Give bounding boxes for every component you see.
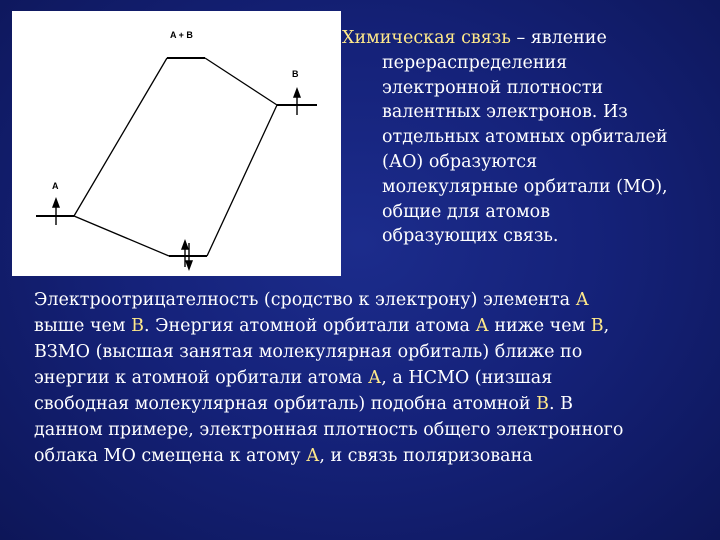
body-text-segment: ниже чем — [488, 316, 591, 336]
corr-upper-b — [205, 58, 277, 105]
body-line-7 — [34, 443, 718, 469]
corr-a-lower — [74, 216, 169, 256]
mo-diagram-panel — [12, 11, 341, 276]
label-ab: A + B — [170, 30, 193, 40]
electronegativity-explanation — [34, 287, 718, 469]
atom-b-highlight: В — [590, 316, 604, 336]
intro-line-4: валентных электронов. Из — [382, 102, 628, 123]
body-text-segment: Электроотрицателность (сродство к электрону) элемента — [34, 290, 576, 310]
corr-lower-b — [207, 105, 277, 256]
intro-line-6: (АО) образуются — [382, 151, 538, 172]
body-line-3: ВЗМО (высшая занятая молекулярная орбиталь) ближе по — [34, 342, 583, 362]
intro-line-1 — [342, 26, 717, 51]
intro-line-3: электронной плотности — [382, 77, 604, 98]
body-text-segment: , — [603, 316, 610, 336]
body-text-segment: свободная молекулярная орбиталь) подобна атомной — [34, 394, 537, 414]
atom-b-highlight: В — [536, 394, 550, 414]
body-text-segment: , и связь поляризована — [319, 446, 533, 466]
intro-line-5: отдельных атомных орбиталей — [382, 127, 668, 148]
label-a: A — [52, 181, 59, 191]
electron-up-arrow-a — [53, 199, 59, 225]
atom-b-highlight: В — [131, 316, 144, 336]
corr-a-upper — [74, 58, 167, 216]
electron-up-arrow-b — [294, 89, 300, 115]
body-text-segment: выше чем — [34, 316, 132, 336]
intro-line-7: молекулярные орбитали (МО), — [382, 176, 668, 197]
body-line-6: данном примере, электронная плотность общего электронного — [34, 420, 624, 440]
atom-a-highlight: А — [306, 446, 320, 466]
intro-term: Химическая связь — [342, 28, 511, 48]
intro-line-8: общие для атомов — [382, 201, 551, 222]
atom-a-highlight: А — [475, 316, 489, 336]
intro-line-9: образующих связь. — [382, 226, 559, 247]
body-line-5 — [34, 391, 718, 417]
body-text-segment: энергии к атомной орбитали атома — [34, 368, 368, 388]
label-b: B — [292, 69, 299, 79]
intro-line-1-rest: – явление — [510, 28, 607, 48]
body-line-1 — [34, 287, 718, 313]
body-line-4 — [34, 365, 718, 391]
atom-a-highlight: А — [367, 368, 382, 388]
intro-line-2: перераспределения — [382, 52, 568, 73]
body-text-segment: . В — [549, 394, 574, 414]
body-text-segment: . Энергия атомной орбитали атома — [143, 316, 476, 336]
body-line-2 — [34, 313, 718, 339]
atom-a-highlight: А — [575, 290, 589, 310]
body-text-segment: , а НСМО (низшая — [381, 368, 553, 388]
body-text-segment: облака МО смещена к атому — [34, 446, 307, 466]
mo-energy-diagram — [12, 11, 341, 276]
chemical-bond-definition — [342, 26, 717, 249]
